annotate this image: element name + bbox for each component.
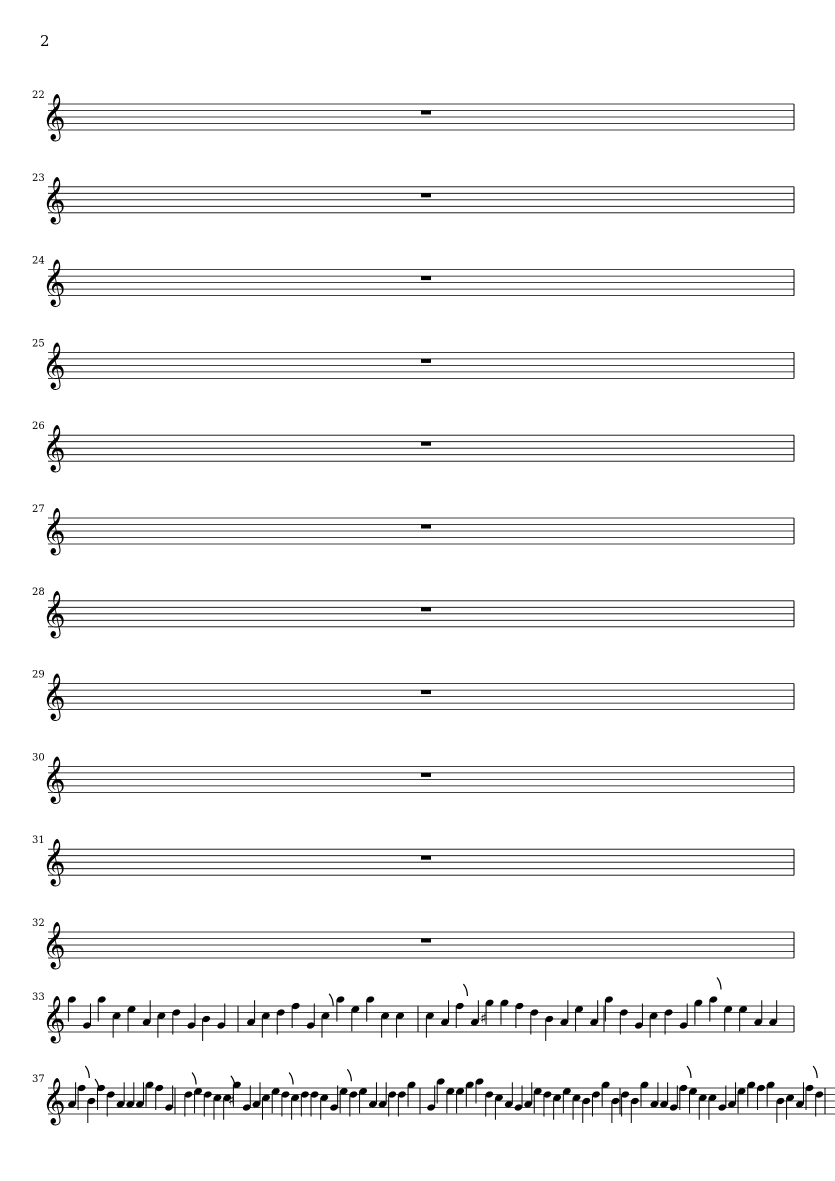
whole-rest [421, 690, 431, 694]
staff-system [32, 338, 794, 390]
sharp-icon: ♯ [480, 1011, 487, 1027]
staff-system [32, 173, 794, 225]
measure-number: 28 [32, 586, 45, 598]
treble-clef-icon: 𝄞 [42, 1078, 66, 1124]
measure-number: 37 [32, 1074, 45, 1085]
note-flag [813, 1066, 817, 1078]
treble-clef-icon: 𝄞 [42, 839, 66, 886]
treble-clef-icon: 𝄞 [42, 508, 66, 554]
staff-system [32, 978, 794, 1045]
staff-system [32, 421, 794, 473]
staff-system [32, 1066, 835, 1126]
whole-rest [421, 359, 431, 363]
whole-rest [421, 276, 431, 280]
measure-number: 27 [32, 504, 45, 515]
note-flag [347, 1069, 351, 1081]
measure-number: 30 [32, 752, 45, 764]
treble-clef-icon: 𝄞 [42, 259, 66, 306]
sharp-icon: ♯ [228, 1093, 235, 1109]
measure-number: 25 [32, 338, 45, 350]
treble-clef-icon: 𝄞 [42, 922, 66, 968]
staff-system [32, 835, 794, 887]
measure-number: 24 [32, 255, 45, 267]
treble-clef-icon: 𝄞 [42, 94, 66, 140]
treble-clef-icon: 𝄞 [42, 342, 66, 389]
note-flag [463, 984, 467, 996]
whole-rest [421, 525, 431, 529]
note-flag [329, 994, 333, 1006]
measure-number: 23 [32, 172, 45, 184]
measure-number: 29 [32, 669, 45, 681]
treble-clef-icon: 𝄞 [42, 425, 66, 472]
whole-rest [421, 607, 431, 611]
treble-clef-icon: 𝄞 [42, 176, 66, 223]
page-number: 2 [40, 32, 50, 50]
note-flag [192, 1073, 196, 1085]
whole-rest [421, 111, 431, 115]
treble-clef-icon: 𝄞 [42, 756, 66, 803]
staff-system [32, 256, 794, 308]
staff-system [32, 670, 794, 722]
measure-number: 32 [32, 918, 45, 929]
whole-rest [421, 193, 431, 197]
whole-rest [421, 856, 431, 860]
measure-number: 22 [32, 90, 45, 101]
measure-number: 33 [32, 992, 45, 1003]
note-flag [687, 1066, 691, 1078]
whole-rest [421, 773, 431, 777]
note-flag [289, 1073, 293, 1085]
staff-system [32, 587, 794, 639]
staff-system [32, 504, 794, 556]
whole-rest [421, 442, 431, 446]
measure-number: 31 [32, 835, 45, 847]
treble-clef-icon: 𝄞 [42, 673, 66, 720]
note-flag [717, 978, 721, 990]
note-flag [85, 1066, 89, 1078]
measure-number: 26 [32, 421, 45, 433]
treble-clef-icon: 𝄞 [42, 996, 66, 1042]
treble-clef-icon: 𝄞 [42, 590, 66, 637]
staff-system [32, 90, 794, 142]
staff-system [32, 918, 794, 970]
staff-system [32, 752, 794, 804]
whole-rest [421, 939, 431, 943]
